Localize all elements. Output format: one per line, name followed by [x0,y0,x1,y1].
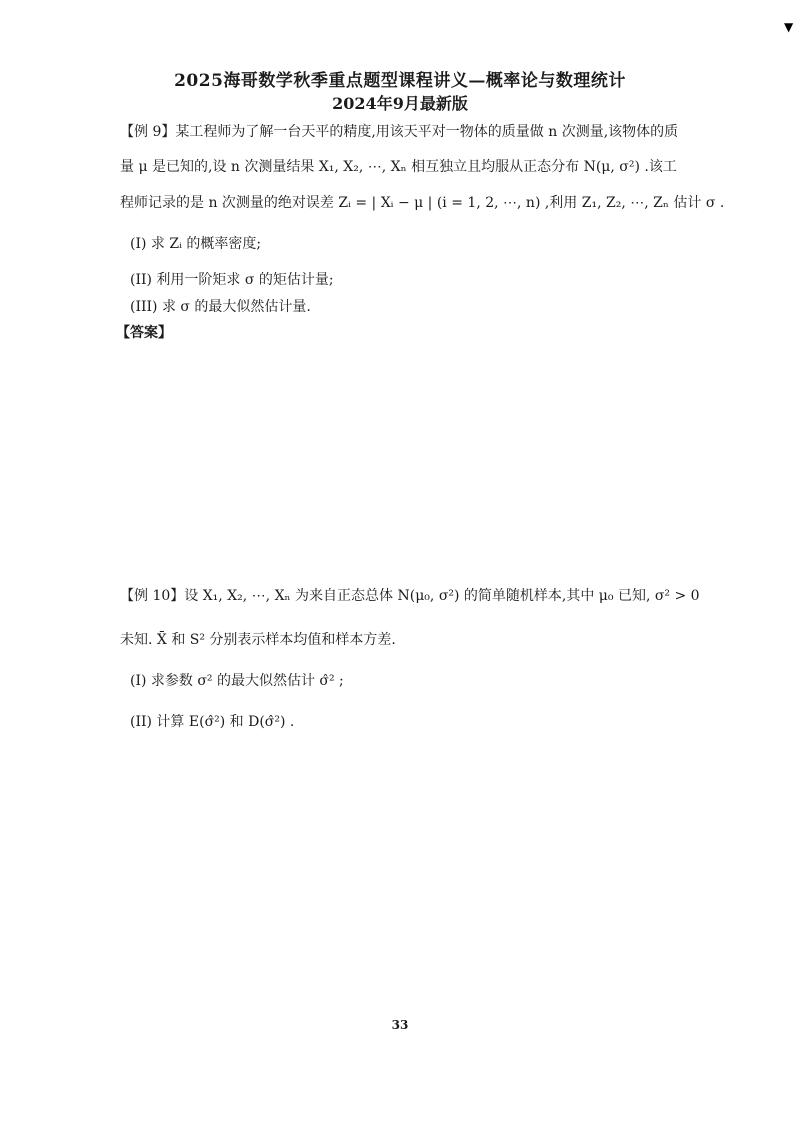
example10-line2: 未知. X̄ 和 S² 分别表示样本均值和样本方差. [120,632,396,648]
example9-line2: 量 μ 是已知的,设 n 次测量结果 X₁, X₂, ⋯, Xₙ 相互独立且均服从正态分布 N(μ, σ²) .该工 [120,159,677,175]
page-number: 33 [391,1018,409,1032]
example10-part1: (I) 求参数 σ² 的最大似然估计 σ̂² ; [130,673,344,689]
example9-line3: 程师记录的是 n 次测量的绝对误差 Zᵢ = | Xᵢ − μ | (i = 1, 2, ⋯, n) ,利用 Z₁, Z₂, ⋯, Zₙ 估计 σ . [120,195,725,211]
corner-arrow-mark: ▼ [784,20,794,34]
example9-part2: (II) 利用一阶矩求 σ 的矩估计量; [130,272,334,288]
example9-answer-label: 【答案】 [116,325,172,341]
example10-part2: (II) 计算 E(σ̂²) 和 D(σ̂²) . [130,714,295,730]
example10-line1: 【例 10】设 X₁, X₂, ⋯, Xₙ 为来自正态总体 N(μ₀, σ²) 的简单随机样本,其中 μ₀ 已知, σ² > 0 [120,588,700,604]
page-header [0,70,800,114]
header-subtitle: 2024年9月最新版 [332,94,468,113]
header-title: 2025海哥数学秋季重点题型课程讲义—概率论与数理统计 [174,71,626,91]
example9-part3: (III) 求 σ 的最大似然估计量. [130,299,311,315]
example9-line1: 【例 9】某工程师为了解一台天平的精度,用该天平对一物体的质量做 n 次测量,该物体的质 [120,124,679,140]
example9-part1: (I) 求 Zᵢ 的概率密度; [130,236,262,252]
